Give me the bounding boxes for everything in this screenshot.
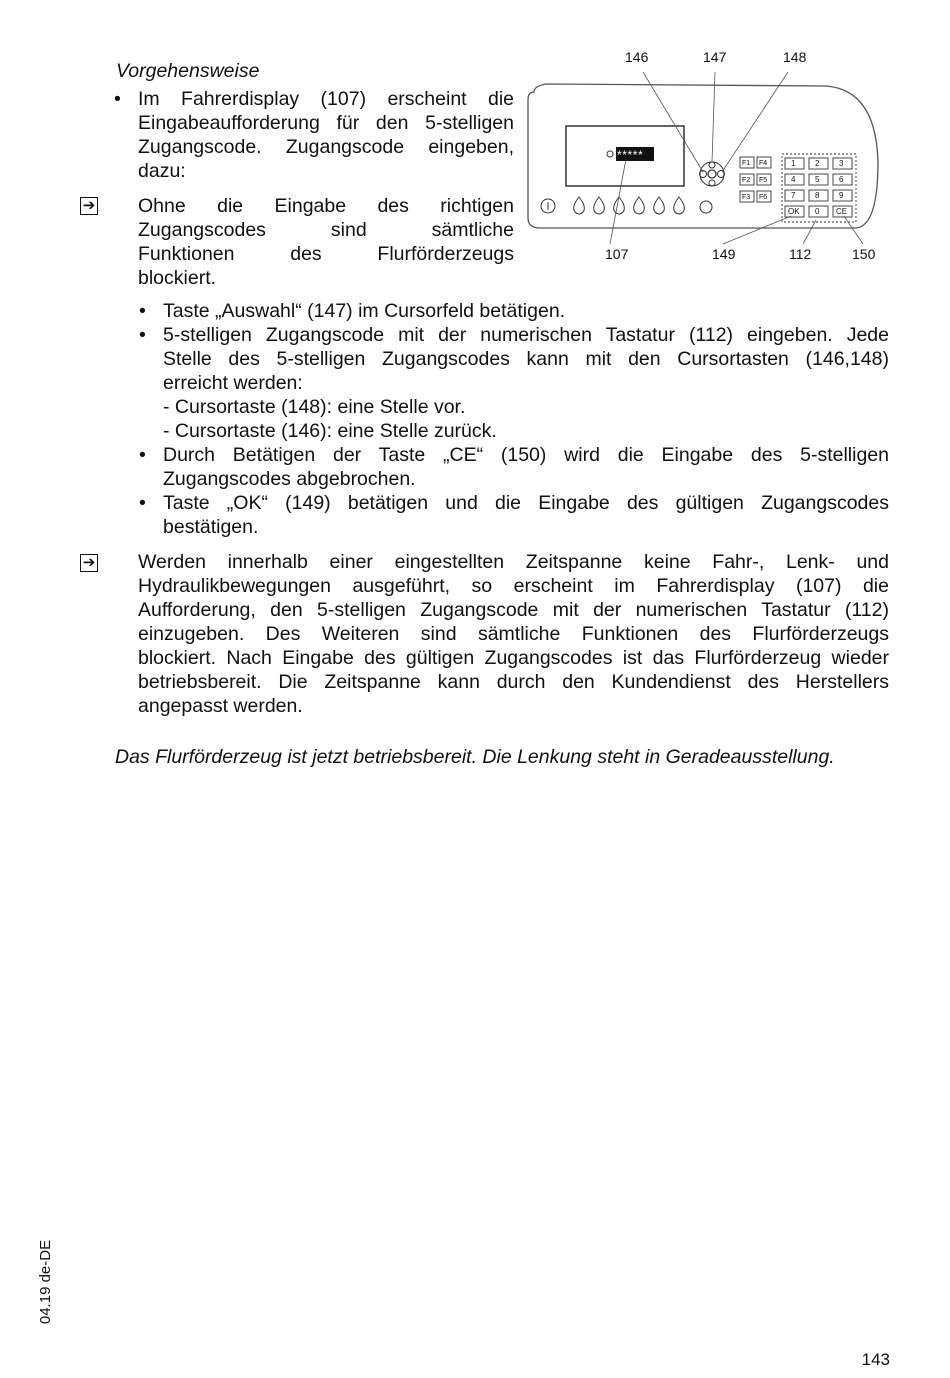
svg-text:F6: F6	[759, 194, 768, 201]
cursor-pad	[700, 162, 724, 186]
svg-text:F2: F2	[742, 177, 751, 184]
svg-text:0: 0	[815, 207, 820, 216]
step-enter-code: 5-stelligen Zugangscode mit der numerischen Tastatur (112) eingeben. Jede Stelle des 5-stelligen Zugangscodes kann mit den Cursortasten (146,148) erreicht werden: - Cursortaste (148): eine Stelle vor. - Cursortaste (146): eine Stelle zurück.	[163, 324, 889, 442]
svg-text:8: 8	[815, 191, 820, 200]
svg-text:F5: F5	[759, 177, 768, 184]
page-number: 143	[861, 1350, 890, 1369]
cursor-right-key	[718, 171, 725, 178]
note-timeout: Werden innerhalb einer eingestellten Zeitspanne keine Fahr-, Lenk- und Hydraulikbewegungen ausgeführt, so erscheint im Fahrerdisplay (107) die Aufforderung, den 5-stelligen Zugangscode mit der numerischen Tastatur (112) einzugeben. Des Weiteren sind sämtliche Funktionen des Flurförderzeugs blockiert. Nach Eingabe des gültigen Zugangscodes ist das Flurförderzeug wieder betriebsbereit. Die Zeitspanne kann durch den Kundendienst des Herstellers angepasst werden.	[138, 551, 889, 717]
lock-icon	[607, 151, 613, 157]
bullet-icon: •	[139, 300, 146, 322]
note-blocked-functions: Ohne die Eingabe des richtigen Zugangscodes sind sämtliche Funktionen des Flurförderzeugs blockiert.	[138, 195, 514, 289]
callout-149: 149	[712, 246, 736, 262]
svg-text:CE: CE	[836, 207, 848, 216]
bullet-icon: •	[139, 324, 146, 346]
select-key	[708, 170, 716, 178]
step-confirm-ok: Taste „OK“ (149) betätigen und die Eingabe des gültigen Zugangscodes bestätigen.	[163, 492, 889, 538]
bullet-icon: •	[139, 492, 146, 514]
code-asterisks: *****	[617, 148, 644, 162]
edition-code: 04.19 de-DE	[37, 1239, 54, 1325]
callout-148: 148	[783, 49, 807, 65]
conclusion-text: Das Flurförderzeug ist jetzt betriebsbereit. Die Lenkung steht in Geradeausstellung.	[115, 746, 835, 768]
svg-text:F1: F1	[742, 160, 751, 167]
svg-text:4: 4	[791, 175, 796, 184]
cursor-up-key	[709, 162, 715, 168]
callout-150: 150	[852, 246, 876, 262]
svg-text:3: 3	[839, 159, 844, 168]
svg-text:OK: OK	[788, 207, 800, 216]
svg-text:F4: F4	[759, 160, 768, 167]
note-arrow-icon: ➔	[80, 554, 98, 572]
svg-text:6: 6	[839, 175, 844, 184]
svg-text:F3: F3	[742, 194, 751, 201]
step-select-key: Taste „Auswahl“ (147) im Cursorfeld betätigen.	[163, 300, 566, 322]
drop-buttons	[574, 197, 685, 214]
intro-bullet: Im Fahrerdisplay (107) erscheint die Eingabeaufforderung für den 5-stelligen Zugangscode. Zugangscode eingeben, dazu:	[138, 88, 514, 182]
operator-panel-figure	[526, 44, 886, 270]
callout-147: 147	[703, 49, 727, 65]
svg-text:5: 5	[815, 175, 820, 184]
return-button-icon	[700, 201, 712, 213]
procedure-heading: Vorgehensweise	[116, 60, 260, 82]
svg-text:1: 1	[791, 159, 796, 168]
bullet-icon: •	[139, 444, 146, 466]
callout-112: 112	[789, 246, 812, 262]
bullet-icon: •	[114, 88, 121, 110]
svg-text:2: 2	[815, 159, 820, 168]
step-cancel-ce: Durch Betätigen der Taste „CE“ (150) wird die Eingabe des 5-stelligen Zugangscodes abgebrochen.	[163, 444, 889, 490]
svg-text:7: 7	[791, 191, 796, 200]
callout-107: 107	[605, 246, 629, 262]
cursor-down-key	[709, 180, 715, 186]
svg-text:9: 9	[839, 191, 844, 200]
callout-146: 146	[625, 49, 649, 65]
note-arrow-icon: ➔	[80, 197, 98, 215]
